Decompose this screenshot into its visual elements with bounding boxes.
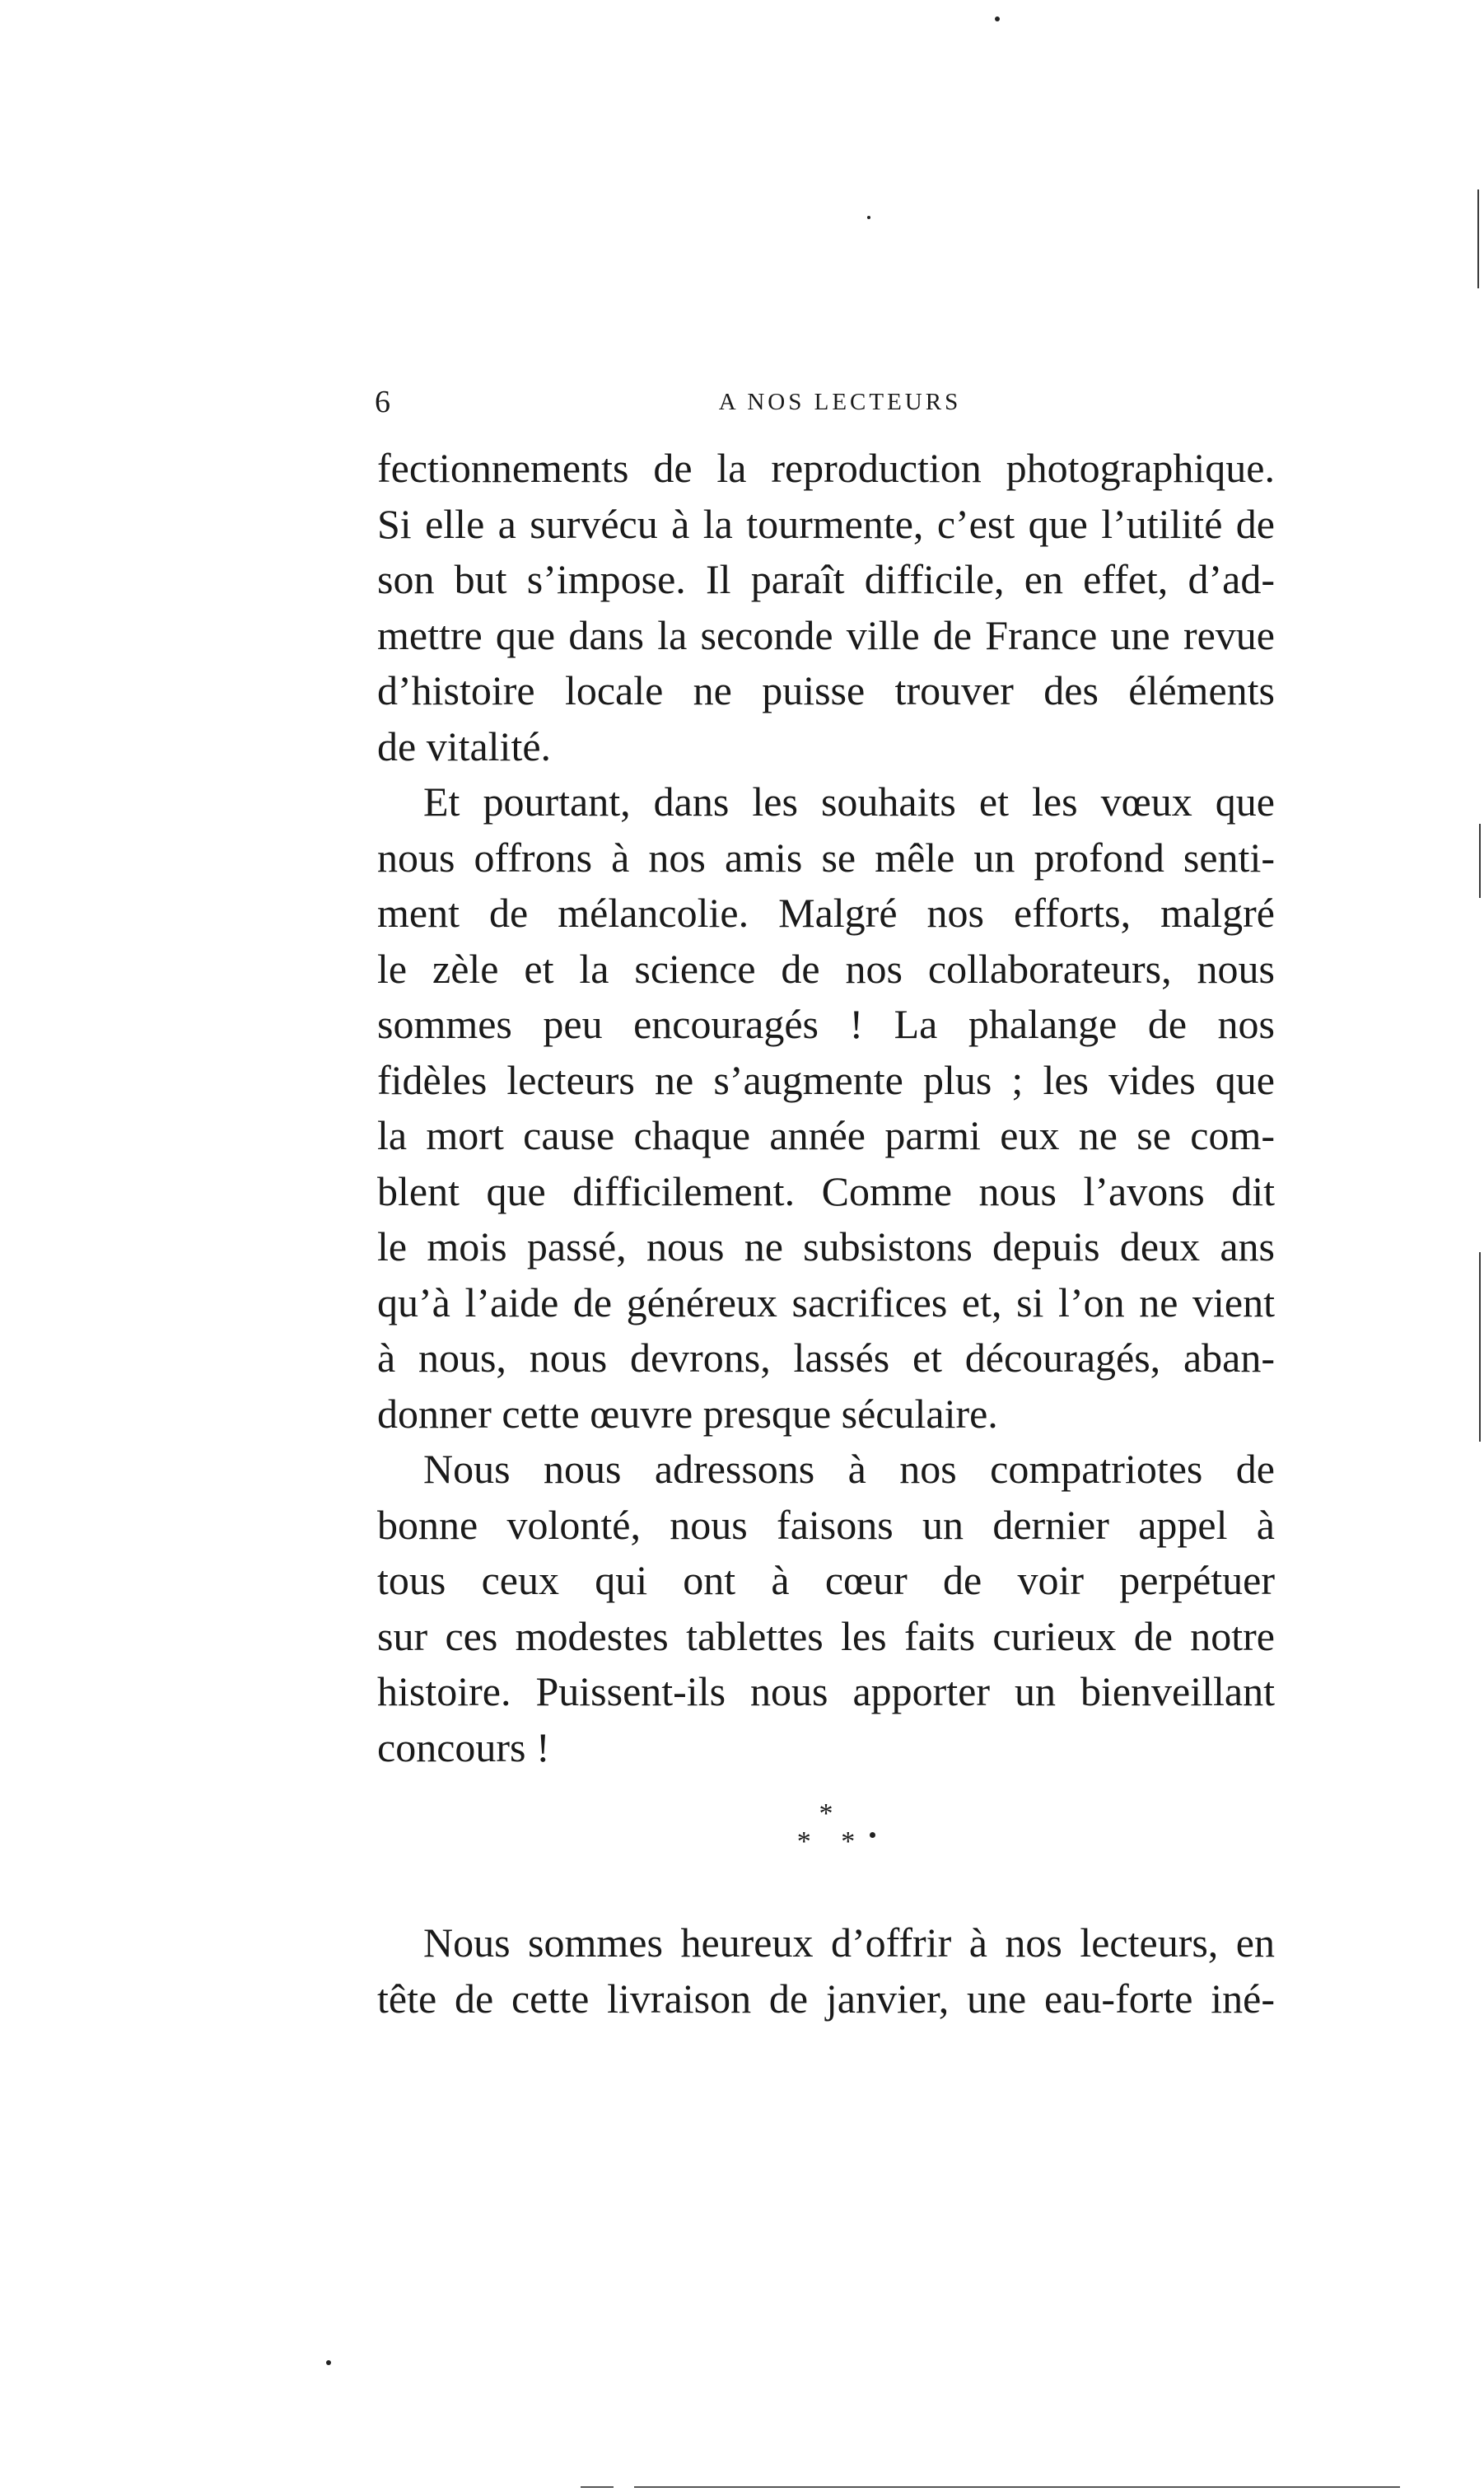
scan-edge-mark <box>634 2486 1400 2488</box>
running-head: A NOS LECTEURS <box>718 389 962 415</box>
asterism <box>377 1800 1275 1856</box>
body-text <box>377 441 1275 2027</box>
text-line: le zèle et la science de nos collaborateurs, nous <box>377 945 1275 992</box>
text-line: sur ces modestes tablettes les faits curieux de notre <box>377 1612 1275 1659</box>
text-line: Si elle a survécu à la tourmente, c’est que l’utilité de <box>377 500 1275 547</box>
scan-edge-mark <box>1479 824 1481 898</box>
paragraph-1 <box>377 441 1275 774</box>
paragraph-3 <box>377 1442 1275 1775</box>
section-separator <box>377 1775 1275 1915</box>
text-line: blent que difficilement. Comme nous l’avons dit <box>377 1167 1275 1214</box>
text-line: concours ! <box>377 1723 550 1770</box>
page-header <box>375 377 1272 427</box>
paragraph-2 <box>377 774 1275 1442</box>
text-line: tous ceux qui ont à cœur de voir perpétuer <box>377 1557 1275 1603</box>
text-line: le mois passé, nous ne subsistons depuis deux ans <box>377 1223 1275 1269</box>
text-line: mettre que dans la seconde ville de France une revue <box>377 611 1275 658</box>
text-line: histoire. Puissent-ils nous apporter un bienveillant <box>377 1668 1275 1714</box>
text-line: à nous, nous devrons, lassés et découragés, aban- <box>377 1335 1275 1381</box>
text-line: son but s’impose. Il paraît difficile, en effet, d’ad- <box>377 556 1275 602</box>
asterism-bottom: * * <box>796 1826 867 1857</box>
scan-speck <box>867 216 870 219</box>
text-line: fectionnements de la reproduction photographique. <box>377 445 1275 491</box>
text-line: bonne volonté, nous faisons un dernier appel à <box>377 1501 1275 1548</box>
scan-speck <box>995 16 1000 21</box>
scan-speck <box>326 2360 331 2365</box>
text-line: Nous nous adressons à nos compatriotes de <box>423 1446 1275 1492</box>
text-line: la mort cause chaque année parmi eux ne se com- <box>377 1112 1275 1158</box>
scan-edge-mark <box>1477 189 1479 288</box>
text-line: Nous sommes heureux d’offrir à nos lecteurs, en <box>423 1919 1275 1966</box>
text-line: qu’à l’aide de généreux sacrifices et, si l’on ne vient <box>377 1279 1275 1325</box>
text-line: fidèles lecteurs ne s’augmente plus ; les vides que <box>377 1056 1275 1103</box>
asterism-top: * <box>819 1798 833 1829</box>
text-line: d’histoire locale ne puisse trouver des éléments <box>377 667 1275 713</box>
text-line: donner cette œuvre presque séculaire. <box>377 1390 998 1437</box>
text-line: ment de mélancolie. Malgré nos efforts, malgré <box>377 890 1275 936</box>
page-number: 6 <box>375 385 390 419</box>
text-line: de vitalité. <box>377 722 552 769</box>
text-line: sommes peu encouragés ! La phalange de nos <box>377 1001 1275 1047</box>
paragraph-4 <box>377 1915 1275 2027</box>
scan-speck <box>870 1832 875 1838</box>
text-line: Et pourtant, dans les souhaits et les vœux que <box>423 778 1275 825</box>
text-line: tête de cette livraison de janvier, une eau-forte iné- <box>377 1975 1275 2022</box>
scan-edge-mark <box>581 2486 614 2488</box>
text-line: nous offrons à nos amis se mêle un profond senti- <box>377 834 1275 881</box>
scan-edge-mark <box>1479 1252 1481 1442</box>
